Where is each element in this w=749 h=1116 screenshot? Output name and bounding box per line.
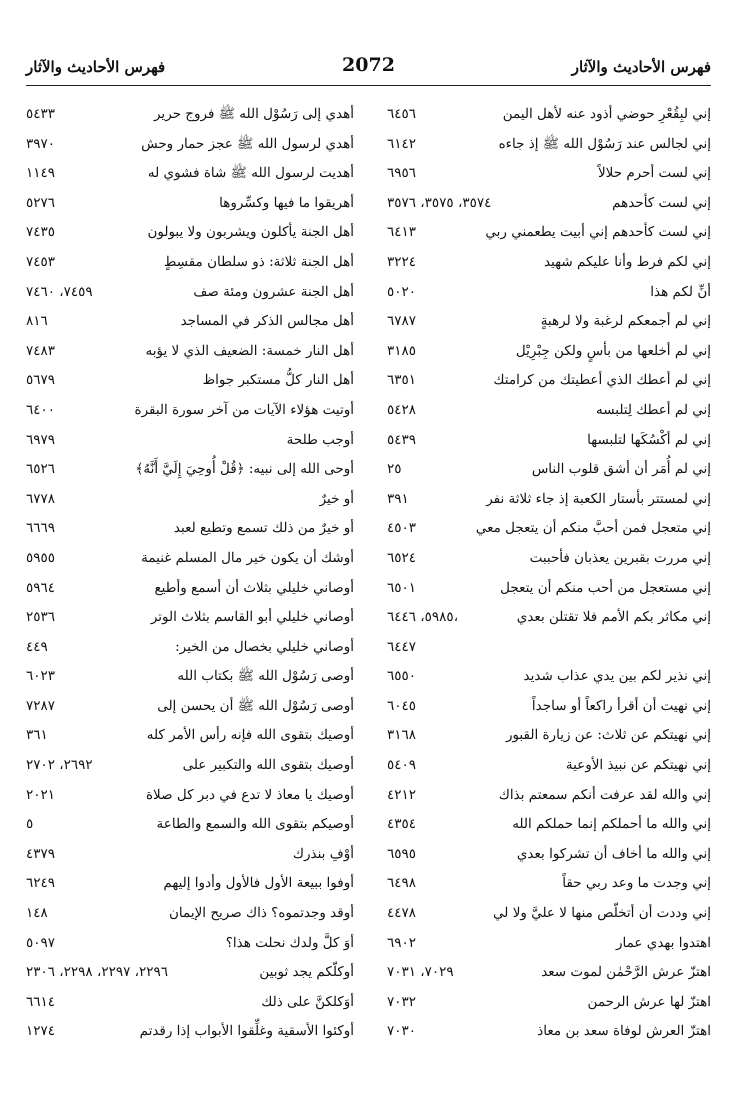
index-column-right bbox=[387, 100, 711, 1047]
entry-text: إني لم أخلعها من بأسٍ ولكن جِبْرِيْل bbox=[515, 342, 711, 359]
index-entry bbox=[26, 692, 354, 722]
entry-text: إني لبِقُعْرِ حوضي أذود عنه لأهل اليمن bbox=[502, 106, 711, 122]
entry-reference: ٦٩٠٢ bbox=[387, 934, 417, 951]
entry-reference: ٦٥٥٠ bbox=[387, 668, 417, 685]
entry-reference: ٦٠٤٥ bbox=[387, 697, 417, 714]
entry-reference: ٢٥ bbox=[387, 461, 402, 478]
entry-text: اهتزّ عرش الرَّحْمٰن لموت سعد bbox=[541, 964, 711, 981]
entry-text: أوَ كلَّ ولدك نحلت هذا؟ bbox=[225, 934, 354, 951]
index-entry bbox=[387, 751, 711, 781]
entry-reference: ٥ bbox=[26, 816, 34, 833]
index-entry bbox=[26, 100, 354, 130]
entry-text: أهل الجنة ثلاثة: ذو سلطان مقسِطٍ bbox=[163, 253, 354, 270]
entry-reference: ٧٠٣٠ bbox=[387, 1023, 417, 1040]
index-entry bbox=[26, 514, 354, 544]
index-entry bbox=[26, 278, 354, 308]
index-entry bbox=[387, 218, 711, 248]
entry-text: إني لم أُمَر أن أشق قلوب الناس bbox=[531, 461, 711, 478]
index-entry bbox=[26, 869, 354, 899]
entry-reference: ٤٤٧٨ bbox=[387, 905, 417, 922]
entry-reference: ٣١٦٨ bbox=[387, 727, 417, 744]
entry-reference: ٢٠٢١ bbox=[26, 786, 56, 803]
entry-reference: ٨١٦ bbox=[26, 313, 48, 330]
index-entry bbox=[387, 130, 711, 160]
entry-text: أوصيك بتقوى الله فإنه رأس الأمر كله bbox=[146, 727, 354, 744]
index-entry bbox=[387, 455, 711, 485]
index-entry bbox=[26, 958, 354, 988]
header-title-left: فهرس الأحاديث والآثار bbox=[26, 58, 166, 76]
entry-text: أنِّ لكم هذا bbox=[650, 283, 711, 300]
entry-reference: ٧٤٥٩، ٧٤٦٠ bbox=[26, 283, 93, 300]
entry-text: أهل الجنة عشرون ومئة صف bbox=[193, 283, 354, 300]
index-entry bbox=[387, 958, 711, 988]
index-entry bbox=[387, 1017, 711, 1047]
index-entry bbox=[26, 366, 354, 396]
entry-text: إني لكم فرط وأنا عليكم شهيد bbox=[543, 253, 711, 270]
entry-text: أوكئوا الأسقية وغلِّقوا الأبواب إذا رقدتم bbox=[139, 1023, 354, 1040]
index-entry bbox=[387, 514, 711, 544]
entry-text: إني مستعجل من أحب منكم أن يتعجل bbox=[500, 579, 711, 596]
index-entry bbox=[26, 1017, 354, 1047]
entry-text: أوصى رَسُوْل الله ﷺ أن يحسن إلى bbox=[157, 697, 354, 714]
index-entry bbox=[387, 100, 711, 130]
entry-text: أوْفِ بنذرك bbox=[292, 845, 354, 862]
entry-reference: ١١٤٩ bbox=[26, 165, 56, 182]
index-entry bbox=[26, 189, 354, 219]
entry-reference: ٥٤٠٩ bbox=[387, 757, 417, 774]
entry-text: أوفوا ببيعة الأول فالأول وأدوا إليهم bbox=[163, 875, 354, 892]
index-column-left bbox=[26, 100, 354, 1047]
entry-reference: ٦٦٦٩ bbox=[26, 520, 56, 537]
index-entry bbox=[26, 544, 354, 574]
entry-text: اهتزّ العرش لوفاة سعد بن معاذ bbox=[537, 1023, 711, 1040]
entry-reference: ٦٥٠١ bbox=[387, 579, 417, 596]
index-entry bbox=[26, 485, 354, 515]
entry-reference: ٤٤٩ bbox=[26, 638, 48, 655]
entry-text: إني مكاثر بكم الأمم فلا تقتلن بعدي bbox=[516, 609, 711, 626]
entry-reference: ٥٢٧٦ bbox=[26, 194, 56, 211]
entry-reference: ٥٦٧٩ bbox=[26, 372, 56, 389]
index-entry bbox=[26, 307, 354, 337]
entry-text: اهتزّ لها عرش الرحمن bbox=[587, 993, 711, 1010]
index-entry bbox=[26, 633, 354, 663]
entry-reference: ٢٦٩٢، ٢٧٠٢ bbox=[26, 757, 93, 774]
entry-reference: ١٤٨ bbox=[26, 905, 48, 922]
index-entry bbox=[26, 337, 354, 367]
entry-reference: ١٢٧٤ bbox=[26, 1023, 56, 1040]
index-entry bbox=[387, 366, 711, 396]
entry-text: أوتيت هؤلاء الآيات من آخر سورة البقرة bbox=[134, 401, 354, 418]
index-entry bbox=[26, 899, 354, 929]
index-entry bbox=[387, 278, 711, 308]
index-entry bbox=[387, 721, 711, 751]
index-entry bbox=[26, 455, 354, 485]
entry-text: أوصاني خليلي أبو القاسم بثلاث الوتر bbox=[150, 609, 354, 626]
index-entry bbox=[26, 751, 354, 781]
entry-text: إني لمستتر بأستار الكعبة إذ جاء ثلاثة نفر bbox=[486, 490, 711, 507]
index-entry bbox=[26, 603, 354, 633]
entry-reference: ٤٥٠٣ bbox=[387, 520, 417, 537]
entry-text: إني والله ما أخاف أن تشركوا بعدي bbox=[516, 845, 711, 862]
page-header bbox=[26, 50, 711, 86]
entry-text: إني لست كأحدهم bbox=[612, 194, 711, 211]
entry-text: إني لم أكْسُكَها لتلبسها bbox=[587, 431, 711, 448]
entry-reference: ٣١٨٥ bbox=[387, 342, 417, 359]
entry-text: أهريقوا ما فيها وكسِّروها bbox=[219, 194, 354, 211]
entry-text: إني والله ما أحملكم إنما حملكم الله bbox=[512, 816, 711, 833]
index-entry bbox=[387, 396, 711, 426]
index-entry bbox=[387, 307, 711, 337]
index-entry bbox=[26, 721, 354, 751]
entry-text: أوشك أن يكون خير مال المسلم غنيمة bbox=[141, 549, 354, 566]
entry-reference: ٣٥٧٤، ٣٥٧٥، ٣٥٧٦ bbox=[387, 194, 492, 211]
index-entry bbox=[26, 662, 354, 692]
entry-reference: ٤٣٧٩ bbox=[26, 845, 56, 862]
entry-text: إني لم أعطك لِتلبسه bbox=[595, 401, 711, 418]
index-entry bbox=[387, 159, 711, 189]
entry-reference: ٧٠٢٩، ٧٠٣١ bbox=[387, 964, 454, 981]
index-entry bbox=[387, 869, 711, 899]
entry-text: أوصيك بتقوى الله والتكبير على bbox=[182, 757, 354, 774]
index-entry bbox=[387, 426, 711, 456]
entry-text: أوصى رَسُوْل الله ﷺ بكتاب الله bbox=[177, 668, 354, 685]
entry-reference: ٥٤٣٣ bbox=[26, 106, 56, 122]
index-entry bbox=[387, 248, 711, 278]
index-entry bbox=[26, 810, 354, 840]
entry-reference: ٦١٤٢ bbox=[387, 135, 417, 152]
entry-reference: ٥٤٢٨ bbox=[387, 401, 417, 418]
entry-reference: ٧٤٣٥ bbox=[26, 224, 56, 241]
entry-text: أهل النار كلُّ مستكبر جواظ bbox=[202, 372, 354, 389]
index-entry bbox=[387, 899, 711, 929]
index-entry bbox=[26, 130, 354, 160]
entry-reference: ٦٩٥٦ bbox=[387, 165, 417, 182]
entry-reference: ٦٤٤٧ bbox=[387, 638, 417, 655]
entry-text: إني لم أجمعكم لرغبة ولا لرهبةٍ bbox=[540, 313, 711, 330]
entry-reference: ٧٠٣٢ bbox=[387, 993, 417, 1010]
entry-reference: ٤٢١٢ bbox=[387, 786, 417, 803]
index-entry bbox=[26, 781, 354, 811]
entry-reference: ٥٩٥٥ bbox=[26, 549, 56, 566]
entry-text: إني لست أحرم حلالاً bbox=[597, 165, 711, 182]
entry-text: إني لجالس عند رَسُوْل الله ﷺ إذ جاءه bbox=[498, 135, 711, 152]
entry-text: أوصاني خليلي بخصال من الخير: bbox=[175, 638, 354, 655]
index-entry bbox=[26, 248, 354, 278]
entry-text: أوصيكم بتقوى الله والسمع والطاعة bbox=[156, 816, 354, 833]
entry-reference: ٥٠٩٧ bbox=[26, 934, 56, 951]
index-entry bbox=[387, 988, 711, 1018]
index-entry bbox=[387, 840, 711, 870]
index-entry bbox=[26, 426, 354, 456]
index-entry bbox=[387, 574, 711, 604]
index-entry bbox=[387, 662, 711, 692]
entry-text: إني نذير لكم بين يدي عذاب شديد bbox=[523, 668, 711, 685]
index-entry bbox=[387, 544, 711, 574]
index-entry bbox=[387, 633, 711, 663]
entry-text: أوحى الله إلى نبيه: ﴿قُلْ أُوحِيَ إِلَيَّ أَنَّهُ﴾ bbox=[135, 461, 354, 478]
index-entry bbox=[387, 692, 711, 722]
entry-text: إني وجدت ما وعد ربي حقاً bbox=[562, 875, 711, 892]
entry-reference: ٦٤٠٠ bbox=[26, 401, 56, 418]
entry-text: أوجب طلحة bbox=[286, 431, 354, 448]
entry-text: أوصيك يا معاذ لا تدع في دبر كل صلاة bbox=[145, 786, 354, 803]
entry-reference: ٧٤٥٣ bbox=[26, 253, 56, 270]
index-entry bbox=[387, 189, 711, 219]
index-entry bbox=[26, 929, 354, 959]
entry-reference: ٥٩٦٤ bbox=[26, 579, 56, 596]
entry-text: أوكلّكم يجد ثوبين bbox=[259, 964, 354, 981]
entry-reference: ٧٢٨٧ bbox=[26, 697, 56, 714]
entry-reference: ٦٠٢٣ bbox=[26, 668, 56, 685]
entry-reference: ٦٧٨٧ bbox=[387, 313, 417, 330]
entry-text: أوصاني خليلي بثلاث أن أسمع وأطيع bbox=[154, 579, 354, 596]
entry-text: أهدي لرسول الله ﷺ عجز حمار وحش bbox=[141, 135, 354, 152]
index-entry bbox=[26, 159, 354, 189]
entry-reference: ٣٩١ bbox=[387, 490, 409, 507]
entry-reference: ٤٣٥٤ bbox=[387, 816, 417, 833]
entry-reference: ٢٥٣٦ bbox=[26, 609, 56, 626]
entry-text: إني مررت بقبرين يعذبان فأحببت bbox=[529, 549, 711, 566]
entry-reference: ٦٢٤٩ bbox=[26, 875, 56, 892]
entry-text: أهدي إلى رَسُوْل الله ﷺ فروج حرير bbox=[153, 106, 354, 122]
entry-reference: ٦٥٩٥ bbox=[387, 845, 417, 862]
entry-text: إني لم أعطك الذي أعطيتك من كرامتك bbox=[493, 372, 711, 389]
entry-reference: ٦٤١٣ bbox=[387, 224, 417, 241]
index-entry bbox=[26, 218, 354, 248]
entry-text: إني متعجل فمن أحبَّ منكم أن يتعجل معي bbox=[475, 520, 711, 537]
index-entry bbox=[387, 781, 711, 811]
entry-reference: ٦٧٧٨ bbox=[26, 490, 56, 507]
entry-text: أوَكلكنَّ على ذلك bbox=[261, 993, 354, 1010]
entry-reference: ٦٦١٤ bbox=[26, 993, 56, 1010]
entry-text: إني نهيت أن أقرأ راكعاً أو ساجداً bbox=[531, 697, 711, 714]
entry-text: أهديت لرسول الله ﷺ شاة فشوي له bbox=[147, 165, 354, 182]
entry-reference: ٣٦١ bbox=[26, 727, 48, 744]
entry-reference: ٣٢٢٤ bbox=[387, 253, 417, 270]
entry-text: إني وددت أن أتخلّص منها لا عليَّ ولا لي bbox=[493, 905, 711, 922]
entry-reference: ٦٤٥٦ bbox=[387, 106, 417, 122]
entry-reference: ٦٣٥١ bbox=[387, 372, 417, 389]
index-entry bbox=[387, 603, 711, 633]
index-entry bbox=[26, 988, 354, 1018]
entry-text: أهل الجنة يأكلون ويشربون ولا يبولون bbox=[147, 224, 354, 241]
entry-text: اهتدوا بهدي عمار bbox=[615, 934, 711, 951]
entry-text: أهل مجالس الذكر في المساجد bbox=[180, 313, 354, 330]
entry-reference: ٦٤٩٨ bbox=[387, 875, 417, 892]
entry-reference: ٦٥٢٤ bbox=[387, 549, 417, 566]
entry-text: أهل النار خمسة: الضعيف الذي لا يؤبه bbox=[145, 342, 354, 359]
entry-reference: ٢٢٩٦، ٢٢٩٧، ٢٢٩٨، ٢٣٠٦ bbox=[26, 964, 169, 981]
entry-reference: ٣٩٧٠ bbox=[26, 135, 56, 152]
entry-text: إني نهيتكم عن نبيذ الأوعية bbox=[565, 757, 711, 774]
entry-reference: ٥٤٣٩ bbox=[387, 431, 417, 448]
entry-text: إني والله لقد عرفت أنكم سمعتم بذاك bbox=[498, 786, 711, 803]
entry-text: أو خيرٌ من ذلك تسمع وتطيع لعبد bbox=[173, 520, 354, 537]
index-entry bbox=[387, 929, 711, 959]
index-entry bbox=[387, 337, 711, 367]
index-entry bbox=[26, 840, 354, 870]
entry-reference: ٥٠٢٠ bbox=[387, 283, 417, 300]
entry-reference: ٥٩٨٥، ٦٤٤٦، bbox=[387, 609, 459, 626]
page-number: 2072 bbox=[342, 54, 395, 76]
entry-reference: ٧٤٨٣ bbox=[26, 342, 56, 359]
index-entry bbox=[26, 574, 354, 604]
entry-text: أوقد وجدتموه؟ ذاك صريح الإيمان bbox=[168, 905, 354, 922]
index-entry bbox=[26, 396, 354, 426]
header-title-right: فهرس الأحاديث والآثار bbox=[571, 58, 711, 76]
index-entry bbox=[387, 810, 711, 840]
entry-reference: ٦٥٢٦ bbox=[26, 461, 56, 478]
index-entry bbox=[387, 485, 711, 515]
entry-reference: ٦٩٧٩ bbox=[26, 431, 56, 448]
entry-text: إني نهيتكم عن ثلاث: عن زيارة القبور bbox=[505, 727, 711, 744]
entry-text: أو خيرٌ bbox=[319, 490, 354, 507]
entry-text: إني لست كأحدهم إني أبيت يطعمني ربي bbox=[485, 224, 711, 241]
